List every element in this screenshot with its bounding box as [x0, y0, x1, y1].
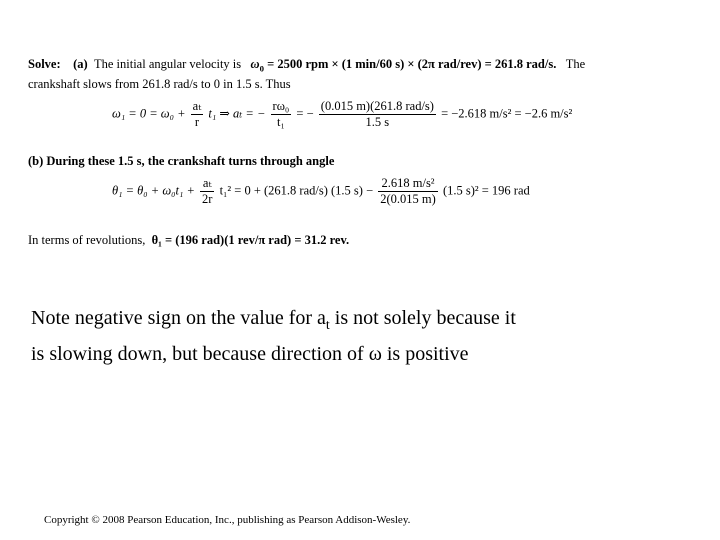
- eq2-fraction-at-over-2r: [200, 177, 214, 206]
- note-line-1-after: is not solely because it: [329, 307, 516, 329]
- eq1-fraction-values: [319, 100, 436, 129]
- eq2-fraction-values: [378, 177, 438, 206]
- eq1-mid2: = −: [296, 106, 314, 121]
- omega0-value: = 2500 rpm × (1 min/60 s) × (2π rad/rev) = 261.8 rad/s.: [267, 57, 557, 71]
- revolutions-prefix: In terms of revolutions,: [28, 233, 146, 247]
- part-b-text: (b) During these 1.5 s, the crankshaft turns through angle: [28, 154, 335, 168]
- omega0-subscript: 0: [259, 63, 264, 74]
- note-line-1-before: Note negative sign on the value for a: [31, 307, 326, 329]
- eq1-frac3-den: 1.5 s: [365, 115, 390, 130]
- equation-angle: [112, 177, 530, 206]
- part-a-text: The initial angular velocity is: [93, 57, 242, 71]
- note-line-1: [31, 304, 671, 340]
- eq2-mid1: t₁² = 0 + (261.8 rad/s) (1.5 s) −: [219, 183, 374, 198]
- omega0-symbol: ω: [250, 57, 260, 71]
- eq1-fraction-at-over-r: [191, 100, 204, 129]
- note-line-2: is slowing down, but because direction of ω is positive: [31, 343, 469, 365]
- part-a-tail: The: [565, 57, 586, 71]
- eq2-frac2-den: 2(0.015 m): [380, 192, 436, 207]
- solution-line-a: [28, 58, 585, 73]
- eq2-rhs: (1.5 s)² = 196 rad: [442, 183, 530, 198]
- eq2-frac2-num: 2.618 m/s²: [378, 177, 438, 192]
- solve-label: Solve:: [28, 57, 61, 71]
- eq2-lhs: θ₁ = θ₀ + ω₀t₁ +: [112, 183, 195, 198]
- eq1-lhs: ω₁ = 0 = ω₀ +: [112, 106, 186, 121]
- eq1-frac3-num: (0.015 m)(261.8 rad/s): [319, 100, 436, 115]
- eq1-mid1: t₁ ⇒ aₜ = −: [208, 106, 266, 121]
- part-a-label: (a): [73, 57, 88, 71]
- eq2-frac1-num: aₜ: [200, 177, 214, 192]
- revolutions-line: [28, 234, 349, 247]
- solution-scan: [28, 56, 718, 260]
- solution-line-2: crankshaft slows from 261.8 rad/s to 0 in 1.5 s. Thus: [28, 77, 291, 91]
- revolutions-equation: θ₁ = (196 rad)(1 rev/π rad) = 31.2 rev.: [151, 233, 350, 247]
- eq1-frac2-den: t₁: [277, 115, 285, 130]
- equation-angular-acceleration: [112, 100, 572, 129]
- copyright-footer: Copyright © 2008 Pearson Education, Inc., publishing as Pearson Addison-Wesley.: [44, 514, 411, 526]
- note-text: [31, 304, 671, 369]
- eq1-frac2-num: rω₀: [271, 100, 292, 115]
- eq1-frac1-num: aₜ: [191, 100, 204, 115]
- eq1-frac1-den: r: [194, 115, 200, 130]
- eq2-frac1-den: 2r: [202, 192, 213, 207]
- note-subscript: t: [325, 318, 330, 333]
- eq1-rhs: = −2.618 m/s² = −2.6 m/s²: [441, 106, 573, 121]
- eq1-fraction-romega-over-t: [271, 100, 292, 129]
